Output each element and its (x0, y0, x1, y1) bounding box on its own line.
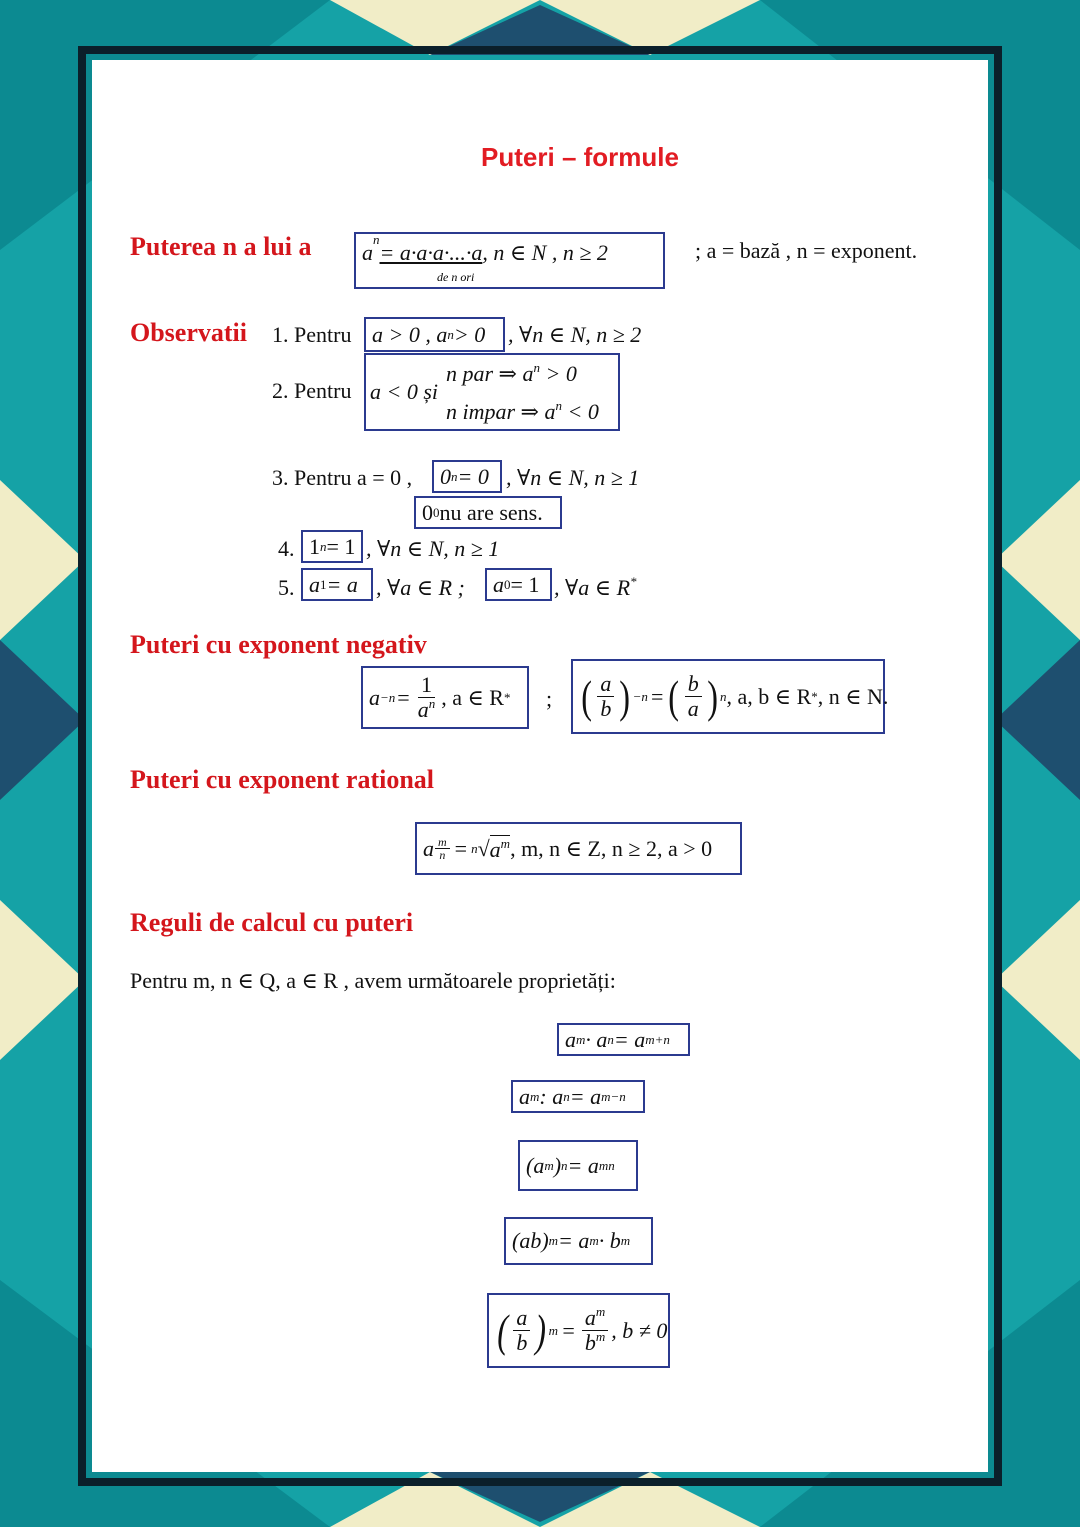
obs2-odd-end: < 0 (562, 399, 599, 424)
radicand (490, 835, 510, 863)
neg-den-base: a (417, 697, 429, 722)
obs2-even-case: n par ⇒ $a^n > 0$ (446, 360, 577, 386)
formula-conditions: , n ∈ N , n ≥ 2 (482, 240, 608, 265)
obs3-note-text: nu are sens. (439, 499, 543, 525)
rat-exp-num: m (435, 836, 450, 849)
obs1-end: > 0 (453, 321, 486, 347)
radical-icon: √ (477, 835, 490, 861)
r5-frac1 (513, 1306, 530, 1355)
obs5-end1: = a (326, 571, 358, 597)
r5-cond: , b ≠ 0 (611, 1317, 668, 1343)
obs2-odd-case: n impar ⇒ $a^n < 0$ (446, 398, 599, 424)
r5-num1: a (513, 1306, 530, 1331)
rule-product-same-base: a m · a n = a m+n (557, 1023, 690, 1056)
observation-2-formula (364, 353, 620, 431)
r5-den2-exp: m (595, 1329, 606, 1344)
r2-div-a: : a (539, 1083, 564, 1109)
r4-eq-a: = a (558, 1228, 590, 1253)
r3-close: ) (553, 1152, 562, 1178)
obs1-text: a > 0 , a (372, 321, 448, 347)
frac2-den: a (687, 696, 699, 721)
formula-negative-exponent: a −n = $\frac{1}{a^n}$ , a ∈ R * (361, 666, 529, 729)
r5-den2: b (584, 1330, 596, 1355)
r2-a: a (519, 1083, 530, 1109)
r1-a: a (565, 1026, 576, 1052)
neg-fraction (415, 673, 439, 722)
observation-3-formula: 0 n = 0 (432, 460, 502, 493)
section-heading-observations: Observatii (130, 318, 247, 347)
obs3-note-base: 0 (422, 499, 433, 525)
rule-quotient-same-base: a m : a n = a m−n (511, 1080, 645, 1113)
observation-1-formula: a > 0 , a n > 0 (364, 317, 505, 352)
observation-4-formula: 1 n = 1 (301, 530, 363, 563)
obs2-even-text: n par ⇒ a (446, 361, 534, 386)
rule-power-of-power: (a m ) n = a mn (518, 1140, 638, 1191)
frac-b-a (685, 672, 702, 721)
observation-5-formula-2: a 0 = 1 (485, 568, 552, 601)
r5-num2-exp: m (595, 1304, 606, 1319)
obs5-cond-text: , ∀a ∈ R (554, 575, 631, 600)
formula-power-definition: a n = a·a·a·...·a , n ∈ N , n ≥ 2 (354, 232, 665, 289)
r5-num2: a (584, 1305, 596, 1330)
obs4-base: 1 (309, 533, 320, 559)
frac1-den: b (600, 696, 612, 721)
section-heading-negative-exponent: Puteri cu exponent negativ (130, 630, 427, 659)
obs2-condition: a < 0 și (370, 379, 439, 404)
r2-eq-a: = a (569, 1083, 602, 1109)
rat-base: a (423, 835, 434, 861)
observation-5-formula-1: a 1 = a (301, 568, 373, 601)
observation-2-label: 2. Pentru (272, 378, 352, 403)
neg-den-exp: n (428, 696, 436, 711)
rat-exponent (435, 836, 450, 861)
base-exponent-note: ; a = bază , n = exponent. (695, 238, 918, 263)
observation-5-mid: , ∀a ∈ R ; (376, 575, 465, 600)
observation-1-label: 1. Pentru (272, 322, 352, 347)
observation-4-label: 4. (278, 536, 295, 561)
obs4-end: = 1 (326, 533, 356, 559)
obs5-cond-exp: * (630, 574, 637, 589)
r1-eq-a: = a (613, 1026, 646, 1052)
section-heading-calculation-rules: Reguli de calcul cu puteri (130, 908, 414, 937)
rules-intro: Pentru m, n ∈ Q, a ∈ R , avem următoarele proprietăți: (130, 968, 616, 993)
neg-base: a (369, 684, 380, 710)
underbrace-label: de n ori (437, 270, 475, 284)
page-title: Puteri – formule (481, 142, 679, 172)
observation-3-note: 0 0 nu are sens. (414, 496, 562, 529)
radicand-exp: m (500, 835, 511, 851)
neg-cond: , a ∈ R (441, 684, 504, 710)
observation-5-condition (554, 575, 637, 601)
rule-power-of-quotient: ( $\frac{a}{b}$ ) m = $\frac{a^m}{b^m}$ , b ≠ 0 (487, 1293, 670, 1368)
formula-separator: ; (546, 686, 553, 711)
r5-den1: b (516, 1330, 528, 1355)
r5-frac2 (582, 1306, 608, 1355)
obs2-odd-text: n impar ⇒ a (446, 399, 556, 424)
observation-5-label: 5. (278, 575, 295, 600)
frac-cond-end: , n ∈ N. (817, 683, 889, 709)
frac1-num: a (597, 672, 614, 697)
rule-power-of-product: (ab) m = a m · b m (504, 1217, 653, 1265)
observation-3-condition: , ∀n ∈ N, n ≥ 1 (506, 465, 640, 490)
r1-dot-a: · a (585, 1026, 608, 1052)
formula-product: = a·a·a·...·a (379, 240, 483, 265)
observation-3-label: 3. Pentru a = 0 , (272, 465, 413, 490)
r3-open: (a (526, 1152, 545, 1178)
observation-1-condition: , ∀n ∈ N, n ≥ 2 (508, 322, 642, 347)
radicand-base: a (489, 836, 501, 862)
frac2-num: b (685, 672, 702, 697)
r4-dot-b: · b (598, 1228, 621, 1253)
obs3-base: 0 (440, 463, 451, 489)
frac-cond: , a, b ∈ R (726, 683, 812, 709)
neg-fraction-num: 1 (418, 673, 435, 698)
formula-negative-fraction-exponent: ( $\frac{a}{b}$ ) −n = ( $\frac{b}{a}$ ) n , a, b ∈ R * , n ∈ N. (571, 659, 885, 734)
obs5-base1: a (309, 571, 320, 597)
obs2-even-end: > 0 (540, 361, 577, 386)
section-heading-power-definition: Puterea n a lui a (130, 232, 312, 261)
neg-fraction-den (415, 698, 439, 722)
rat-exp-den: n (439, 848, 446, 862)
rat-conditions: , m, n ∈ Z, n ≥ 2, a > 0 (510, 835, 713, 861)
r3-eq-a: = a (567, 1152, 599, 1178)
obs5-base2: a (493, 571, 504, 597)
obs3-end: = 0 (457, 463, 489, 489)
formula-base: a (362, 240, 373, 265)
r4-ab: (ab) (512, 1228, 549, 1253)
observation-4-condition: , ∀n ∈ N, n ≥ 1 (366, 536, 500, 561)
frac-a-b (597, 672, 614, 721)
formula-rational-exponent: a $\frac{m}{n}$ = n √ $a^m$ , m, n ∈ Z, n ≥ 2, a > 0 (415, 822, 742, 875)
obs5-end2: = 1 (510, 571, 540, 597)
section-heading-rational-exponent: Puteri cu exponent rational (130, 765, 435, 794)
